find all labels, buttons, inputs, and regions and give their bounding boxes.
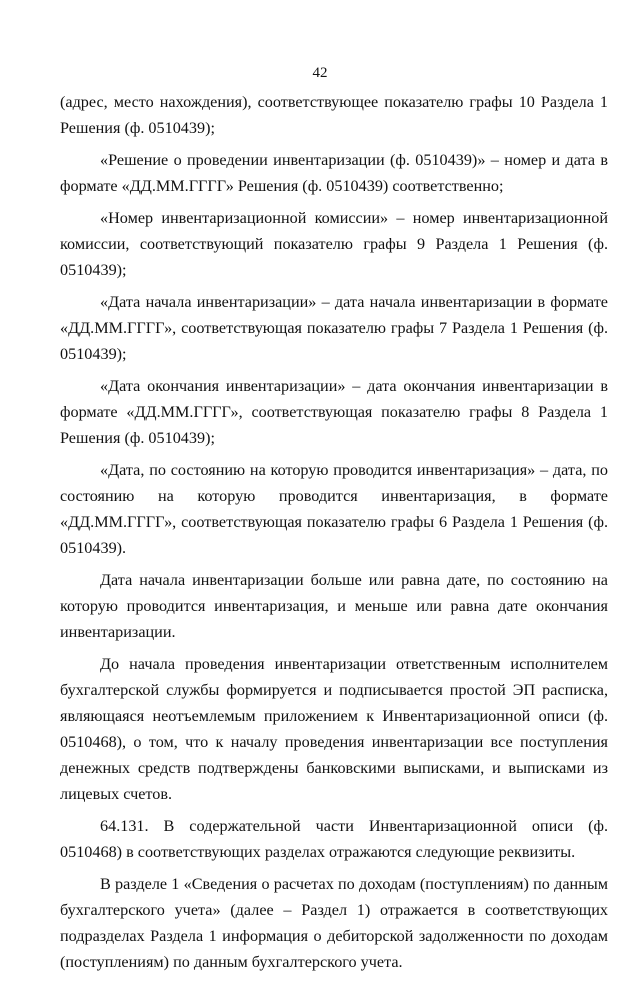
paragraph-address-continuation: (адрес, место нахождения), соответствующее показателю графы 10 Раздела 1 Решения (ф. 0510439);	[60, 93, 608, 137]
paragraph-end-date: «Дата окончания инвентаризации» – дата окончания инвентаризации в формате «ДД.ММ.ГГГГ», соответствующая показателю графы 8 Раздела 1 Решения (ф. 0510439);	[60, 377, 608, 447]
paragraph-section-1: В разделе 1 «Сведения о расчетах по доходам (поступлениям) по данным бухгалтерского учета» (далее – Раздел 1) отражается в соответствующих подразделах Раздела 1 информация о дебиторской задолженности по доходам (поступлениям) по данным бухгалтерского учета.	[60, 875, 608, 971]
paragraph-receipt: До начала проведения инвентаризации ответственным исполнителем бухгалтерской службы формируется и подписывается простой ЭП расписка, являющаяся неотъемлемым приложением к Инвентаризационной описи (ф. 0510468), о том, что к началу проведения инвентаризации все поступления денежных средств подтверждены банковскими выписками, и выписками из лицевых счетов.	[60, 655, 608, 803]
paragraph-start-date: «Дата начала инвентаризации» – дата начала инвентаризации в формате «ДД.ММ.ГГГГ», соответствующая показателю графы 7 Раздела 1 Решения (ф. 0510439);	[60, 293, 608, 363]
page-number: 42	[312, 65, 328, 81]
paragraph-date-constraint: Дата начала инвентаризации больше или равна дате, по состоянию на которую проводится инвентаризация, и меньше или равна дате окончания инвентаризации.	[60, 571, 608, 641]
paragraph-clause-64-131: 64.131. В содержательной части Инвентаризационной описи (ф. 0510468) в соответствующих разделах отражаются следующие реквизиты.	[60, 817, 608, 861]
paragraph-inventory-decision: «Решение о проведении инвентаризации (ф. 0510439)» – номер и дата в формате «ДД.ММ.ГГГГ» Решения (ф. 0510439) соответственно;	[60, 151, 608, 195]
paragraph-commission-number: «Номер инвентаризационной комиссии» – номер инвентаризационной комиссии, соответствующий показателю графы 9 Раздела 1 Решения (ф. 0510439);	[60, 209, 608, 279]
document-body	[60, 89, 608, 981]
paragraph-as-of-date: «Дата, по состоянию на которую проводится инвентаризация» – дата, по состоянию на которую проводится инвентаризация, в формате «ДД.ММ.ГГГГ», соответствующая показателю графы 6 Раздела 1 Решения (ф. 0510439).	[60, 461, 608, 557]
